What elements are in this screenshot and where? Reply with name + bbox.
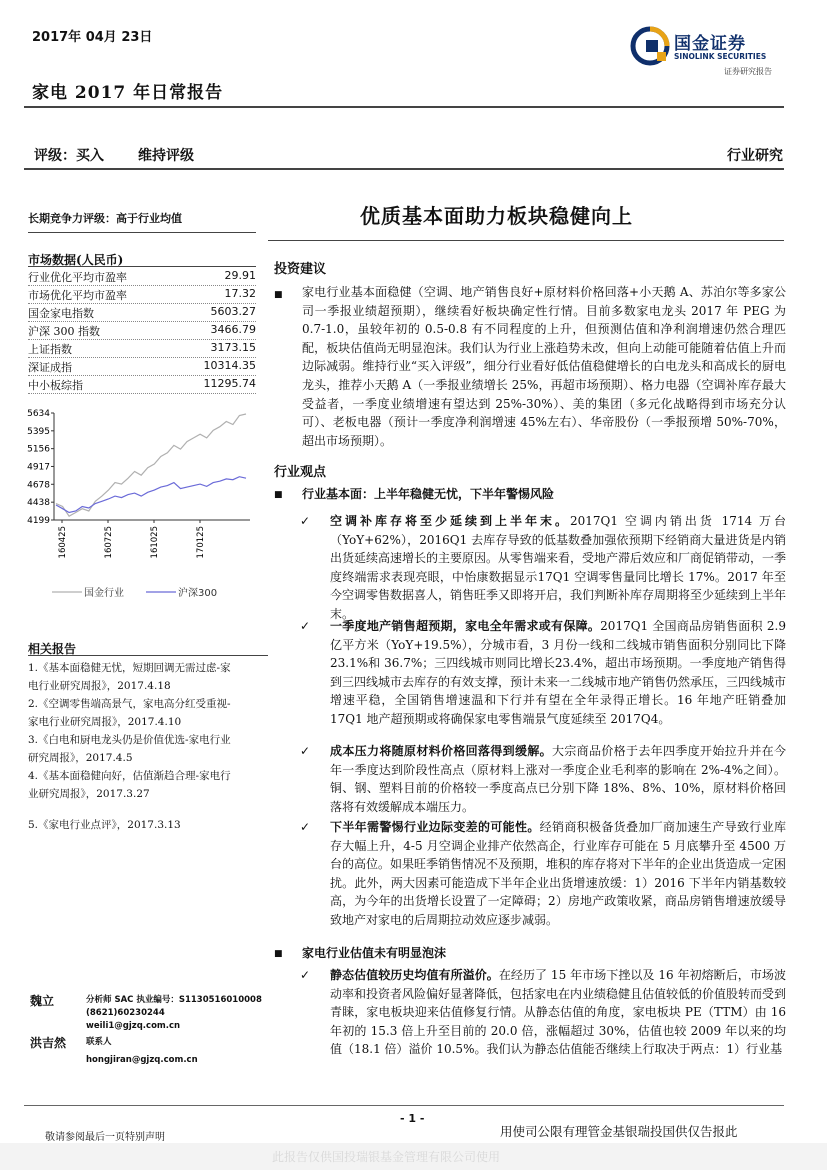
related-report-line: 4.《基本面稳健向好，估值渐趋合理-家电行: [28, 770, 231, 782]
market-label: 上证指数: [28, 343, 72, 356]
market-label: 深证成指: [28, 361, 72, 374]
checkmark-icon: ✓: [300, 820, 311, 834]
rating: [34, 145, 228, 165]
analyst-name: 魏立: [30, 994, 55, 1008]
market-label: 沪深 300 指数: [28, 325, 100, 338]
row-divider: [28, 393, 256, 394]
market-value: 17.32: [224, 287, 256, 300]
analyst-email[interactable]: weili1@gjzq.com.cn: [86, 1021, 181, 1031]
view-item-text: 经销商积极备货叠加厂商加速生产导致行业库存大幅上升，4-5 月空调企业排产依然高企，行业库存可能在 5 月底攀升至 4500 万台的高位。如果旺季销售情况不及预期，堆积的库存将对下半年的企业出货造成一定困扰。此外，两大因素可能造成下半年企业出货增速放缓：1）2016 下半年内销基数较高，为今年的出货增长设置了一定障碍；2）房地产政策收紧，商品房销售增速放缓导致地产对家电的后周期拉动效应逐步减弱。: [330, 820, 787, 927]
series-line-hs300: [56, 477, 246, 513]
analyst-role: 联系人: [86, 1037, 112, 1047]
related-report-line: 3.《白电和厨电龙头仍是价值优选-家电行业: [28, 734, 231, 746]
view-item-title: 空调补库存将至少延续到上半年末。: [330, 514, 570, 528]
long-term-rating: 长期竞争力评级：高于行业均值: [28, 212, 182, 225]
view-item-text: 大宗商品价格于去年四季度开始拉升并在今年一季度达到阶段性高点（原材料上涨对一季度企业毛利率的影响在 2%-4%之间）。铜、钢、塑料目前的价格较一季度高点已分别下降 18%、8%、10%，原材料价格回落将有效缓解成本端压力。: [330, 744, 786, 814]
report-category: 行业研究: [727, 148, 783, 164]
view-item-title: 成本压力将随原材料价格回落得到缓解。: [330, 744, 552, 758]
series-line-industry: [56, 414, 246, 516]
related-divider: [28, 655, 268, 656]
footer-divider: [24, 1105, 784, 1106]
related-report-line: 业研究周报》，2017.3.27: [28, 788, 150, 800]
market-value: 3173.15: [210, 341, 256, 354]
header-divider: [24, 106, 784, 108]
view-item: [330, 742, 786, 816]
section-investment-advice: 投资建议: [274, 262, 327, 277]
y-tick-label: 5634: [27, 409, 50, 419]
market-divider: [28, 266, 256, 267]
market-value: 29.91: [224, 269, 256, 282]
report-date: 2017年 04月 23日: [32, 30, 153, 45]
bullet-square-icon: ■: [274, 290, 283, 300]
row-divider: [28, 375, 256, 376]
rating-label: 评级：买入: [34, 148, 104, 164]
row-divider: [28, 321, 256, 322]
analyst-name: 洪吉然: [30, 1036, 67, 1050]
view-item-text: 2017Q1 全国商品房销售面积 2.9 亿平方米（YoY+19.5%），分城市看，3 月份一线和二线城市销售面积分别同比下降 23.1%和 36.7%；三四线城市则同比增长23.4%，超出市场预期。一季度地产销售得到三四线城市去库存的有效支撑，预计未来一二线城市地产销售仍然承压，三四线城市增速平稳，全国销售增速温和下行并有望在全年录得正增长。16 年地产旺销叠加 17Q1 地产超预期或将确保家电零售端景气度延续至 2017Q4。: [330, 619, 787, 726]
x-tick-label: 160425: [58, 526, 68, 559]
logo-name-cn: 国金证券: [674, 34, 746, 54]
subsection-fundamentals: 行业基本面：上半年稳健无忧，下半年警惕风险: [302, 487, 555, 501]
legend-label-industry: 国金行业: [84, 588, 124, 599]
footer-notice: 用使司公限有理管金基银瑞投国供仅告报此: [500, 1124, 738, 1139]
rating-note: 维持评级: [138, 148, 194, 164]
related-reports-title: 相关报告: [28, 642, 77, 656]
market-label: 市场优化平均市盈率: [28, 289, 127, 302]
investment-advice-body: 家电行业基本面稳健（空调、地产销售良好+原材料价格回落+小天鹅 A、苏泊尔等多家公司一季报业绩超预期），继续看好板块确定性行情。目前多数家电龙头 2017 年 PEG 为 0.7-1.0，虽较年初的 0.5-0.8 有不同程度的上升，但预测估值和净利润增速仍然合理匹配，板块估值尚无明显泡沫。我们认为行业上涨趋势未改，但向上动能可能随着估值上升而边际减弱。维持行业“买入评级”，细分行业看好低估值稳健增长的白电龙头和高成长的厨电龙头，推荐小天鹅 A（一季报业绩增长 25%，再超市场预期）、格力电器（空调补库存最大受益者，一季度业绩增速有望达到 25%-30%）、美的集团（多元化战略得到市场充分认可）、老板电器（预计一季度净利润增速 45%左右）、华帝股份（一季报预增 50%-70%，超出市场预期）。: [302, 285, 786, 448]
related-report-line: 5.《家电行业点评》，2017.3.13: [28, 819, 181, 831]
bullet-square-icon: ■: [274, 490, 283, 500]
view-item: [330, 818, 786, 930]
logo-name-en: SINOLINK SECURITIES: [674, 52, 767, 61]
market-label: 中小板综指: [28, 379, 83, 392]
x-tick-label: 160725: [104, 526, 114, 559]
y-tick-label: 4438: [27, 498, 50, 509]
view-item-title: 下半年需警惕行业边际变差的可能性。: [330, 820, 540, 834]
view-item-text: 2017Q1 空调内销出货 1714 万台（YoY+62%），2016Q1 去库存导致的低基数叠加强依预期下经销商大量进货是内销出货延续高速增长的主要原因。从零售端来看，受地产滞后效应和厂商促销带动，一季度终端需求表现亮眼，中怡康数据显示17Q1 空调零售量同比增长 17%。2017 年至今空调零售数据喜人，销售旺季又即将开启，我们判断补库存周期将至少延续到上半年末。: [330, 514, 787, 621]
related-report-line: 研究周报》，2017.4.5: [28, 752, 133, 764]
rating-divider: [24, 168, 784, 170]
view-item: [330, 966, 786, 1059]
market-value: 5603.27: [210, 305, 256, 318]
footer-disclaimer: 敬请参阅最后一页特别声明: [45, 1132, 165, 1143]
row-divider: [28, 303, 256, 304]
related-report-line: 家电行业研究周报》，2017.4.10: [28, 716, 182, 728]
view-item: [330, 512, 786, 624]
watermark-text: 此报告仅供国投瑞银基金管理有限公司使用: [272, 1150, 501, 1164]
analyst-email[interactable]: hongjiran@gjzq.com.cn: [86, 1055, 198, 1065]
headline: 优质基本面助力板块稳健向上: [360, 204, 633, 228]
x-tick-label: 161025: [150, 526, 160, 559]
y-tick-label: 5156: [27, 444, 50, 455]
y-tick-label: 4917: [27, 462, 50, 473]
analyst-sac: 分析师 SAC 执业编号：S1130516010008: [86, 995, 262, 1005]
row-divider: [28, 357, 256, 358]
sidebar-divider: [28, 232, 256, 233]
market-label: 行业优化平均市盈率: [28, 271, 127, 284]
y-tick-label: 4199: [27, 516, 50, 526]
section-industry-view: 行业观点: [274, 465, 327, 480]
view-item-text: 在经历了 15 年市场下挫以及 16 年初熔断后，市场波动率和投资者风险偏好显著降低，包括家电在内业绩稳健且估值较低的价值股转而受到青睐，家电板块迎来估值修复行情。从静态估值的角度，家电板块 PE（TTM）由 16 年初的 15.3 倍上升至目前的 20.0 倍，涨幅超过 30%，估值也较 2009 年以来的均值（18.1 倍）溢价 10.5%。我们认为静态估值能否继续上行取决于两点：1）行业基: [330, 968, 787, 1057]
y-tick-label: 4678: [27, 480, 50, 491]
checkmark-icon: ✓: [300, 968, 311, 982]
sinolink-logo-icon: [630, 26, 670, 66]
checkmark-icon: ✓: [300, 619, 311, 633]
view-item-title: 一季度地产销售超预期，家电全年需求或有保障。: [330, 619, 601, 633]
page-number: - 1 -: [400, 1112, 425, 1125]
related-report-line: 2.《空调零售端高景气，家电高分红受重视-: [28, 698, 231, 710]
bullet-square-icon: ■: [274, 949, 283, 959]
market-value: 11295.74: [203, 377, 256, 390]
view-item: [330, 617, 786, 729]
checkmark-icon: ✓: [300, 514, 311, 528]
market-value: 3466.79: [210, 323, 256, 336]
index-line-chart: [24, 405, 264, 610]
x-tick-label: 170125: [196, 526, 206, 559]
legend-label-hs300: 沪深300: [178, 588, 218, 599]
market-value: 10314.35: [203, 359, 256, 372]
logo-subtitle: 证券研究报告: [724, 67, 772, 76]
market-data-title: 市场数据(人民币): [28, 253, 124, 267]
row-divider: [28, 339, 256, 340]
analyst-info: [86, 1036, 198, 1067]
headline-divider: [268, 240, 784, 241]
related-report-line: 电行业研究周报》，2017.4.18: [28, 680, 171, 692]
market-label: 国金家电指数: [28, 307, 94, 320]
subsection-valuation: 家电行业估值未有明显泡沫: [302, 946, 447, 960]
report-title: 家电 2017 年日常报告: [32, 83, 224, 103]
view-item-title: 静态估值较历史均值有所溢价。: [330, 968, 499, 982]
analyst-phone: (8621)60230244: [86, 1008, 165, 1018]
related-report-line: 1.《基本面稳健无忧，短期回调无需过虑-家: [28, 662, 231, 674]
row-divider: [28, 285, 256, 286]
y-tick-label: 5395: [27, 426, 50, 437]
checkmark-icon: ✓: [300, 744, 311, 758]
analyst-info: [86, 994, 262, 1033]
